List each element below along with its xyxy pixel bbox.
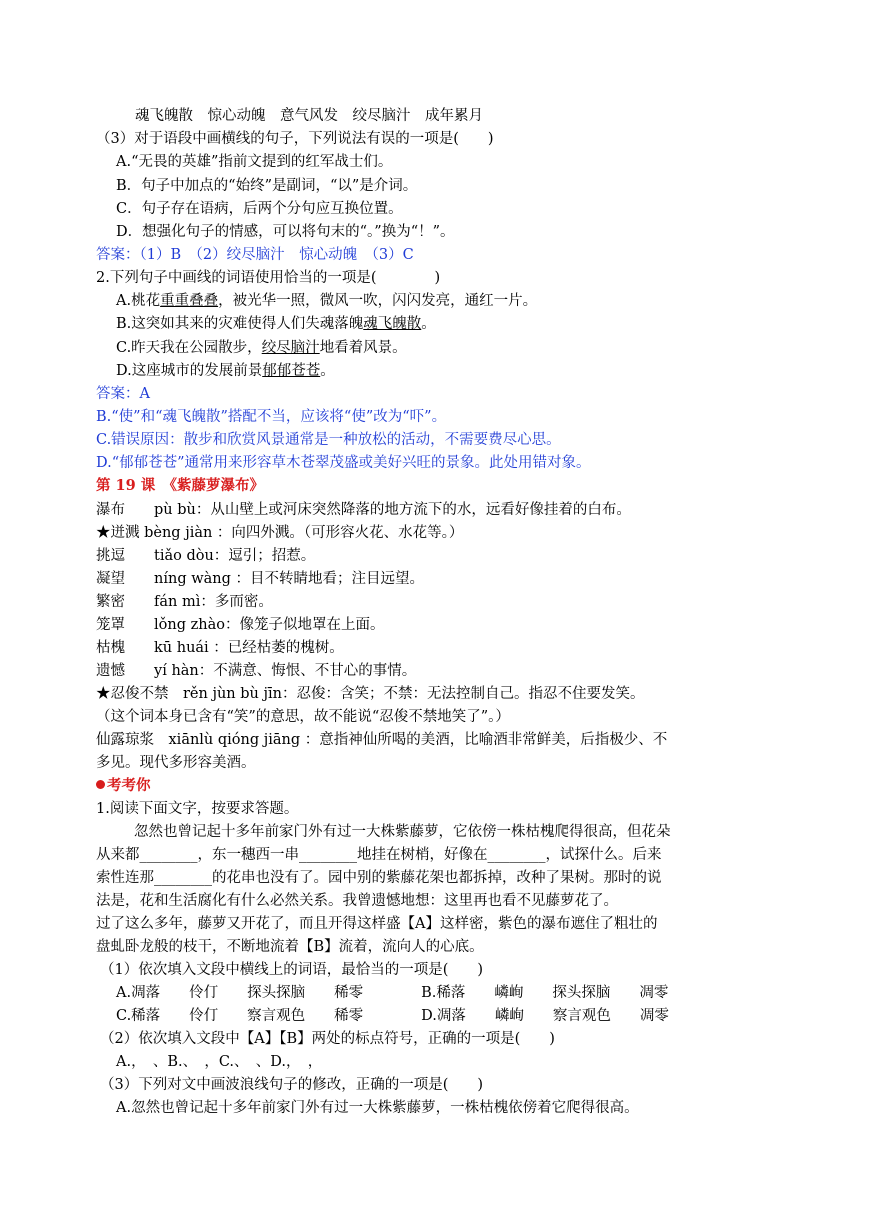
q2-d-suffix: 。	[320, 363, 335, 379]
vocab-tiaodou: 挑逗 tiǎo dòu：逗引；招惹。	[96, 548, 316, 564]
q2-b-underlined: 魂飞魄散	[363, 316, 422, 332]
option-b: B．句子中加点的“始终”是副词，“以”是介词。	[116, 178, 418, 194]
vocab-xianluqiongjiang: 仙露琼浆 xiānlù qióng jiāng ：意指神仙所喝的美酒，比喻酒非常鲜美，后指极少、不	[96, 732, 668, 748]
quiz-q2-options: A.， 、B.、 ，C.、 、D.， ，	[116, 1054, 323, 1070]
vocab-fanmi: 繁密 fán mì：多而密。	[96, 594, 273, 610]
quiz-heading	[96, 776, 151, 796]
q2-b-suffix: 。	[421, 316, 436, 332]
q2-option-a	[116, 291, 537, 311]
vocab-renjunbujin-note: （这个词本身已含有“笑”的意思，故不能说“忍俊不禁地笑了”。）	[96, 709, 510, 725]
passage-line-5: 过了这么多年，藤萝又开花了，而且开得这样盛【A】这样密，紫色的瀑布遮住了粗壮的	[96, 916, 658, 932]
q2-option-b	[116, 314, 436, 334]
lesson-19-heading: 第 19 课 《紫藤萝瀑布》	[96, 477, 265, 494]
vocab-xianluqiongjiang-cont: 多见。现代多形容美酒。	[96, 755, 256, 771]
q2-option-c	[116, 338, 407, 358]
quiz-q3-stem: （3）下列对文中画波浪线句子的修改，正确的一项是( )	[100, 1077, 484, 1093]
quiz-q1-options-ab: A.凋落 伶仃 探头探脑 稀零 B.稀落 嶙峋 探头探脑 凋零	[116, 985, 669, 1001]
quiz-heading-text: 考考你	[107, 777, 151, 794]
quiz-q1-stem: （1）依次填入文段中横线上的词语，最恰当的一项是( )	[100, 962, 484, 978]
answer-line-1: 答案：（1）B （2）绞尽脑汁 惊心动魄 （3）C	[96, 247, 414, 263]
red-circle-bullet-icon	[96, 780, 105, 789]
q2-c-prefix: C.昨天我在公园散步，	[116, 340, 262, 356]
q2-option-d	[116, 361, 335, 381]
vocab-longzhao: 笼罩 lǒng zhào：像笼子似地罩在上面。	[96, 617, 385, 633]
vocab-yihan: 遗憾 yí hàn：不满意、悔恨、不甘心的事情。	[96, 663, 417, 679]
answer-line-2: 答案：A	[96, 386, 150, 402]
passage-line-6: 盘虬卧龙般的枝干，不断地流着【B】流着，流向人的心底。	[96, 939, 484, 955]
passage-line-1: 忽然也曾记起十多年前家门外有过一大株紫藤萝，它依傍一株枯槐爬得很高，但花朵	[134, 824, 671, 840]
q2-c-suffix: 地看着风景。	[319, 340, 407, 356]
q2-d-prefix: D.这座城市的发展前景	[116, 363, 263, 379]
vocab-kuhuai: 枯槐 kū huái ：已经枯萎的槐树。	[96, 640, 344, 656]
vocab-bengjian: ★迸溅 bèng jiàn ：向四外溅。（可形容火花、水花等。）	[96, 525, 464, 541]
q2-b-prefix: B.这突如其来的灾难使得人们失魂落魄	[116, 316, 364, 332]
question-2-stem: 2.下列句子中画线的词语使用恰当的一项是( )	[96, 270, 441, 286]
vocab-renjunbujin: ★忍俊不禁 rěn jùn bù jīn：忍俊：含笑；不禁：无法控制自己。指忍不住要发笑。	[96, 686, 645, 702]
option-d: D．想强化句子的情感，可以将句末的“。”换为“！”。	[116, 224, 455, 240]
explanation-c: C.错误原因：散步和欣赏风景通常是一种放松的活动，不需要费尽心思。	[96, 432, 561, 448]
q2-a-prefix: A.桃花	[116, 293, 161, 309]
passage-line-2: 从来都________，东一穗西一串________地挂在树梢，好像在________，试探什么。后来	[96, 847, 662, 863]
passage-line-3: 索性连那________的花串也没有了。园中别的紫藤花架也都拆掉，改种了果树。那时的说	[96, 870, 662, 886]
q2-c-underlined: 绞尽脑汁	[261, 340, 320, 356]
question-3-stem: （3）对于语段中画横线的句子，下列说法有误的一项是( )	[96, 131, 494, 147]
explanation-d: D.“郁郁苍苍”通常用来形容草木苍翠茂盛或美好兴旺的景象。此处用错对象。	[96, 455, 591, 471]
option-c: C．句子存在语病，后两个分句应互换位置。	[116, 201, 403, 217]
q2-a-underlined: 重重叠叠	[160, 293, 219, 309]
quiz-q2-stem: （2）依次填入文段中【A】【B】两处的标点符号，正确的一项是( )	[100, 1031, 555, 1047]
idiom-options-line: 魂飞魄散 惊心动魄 意气风发 绞尽脑汁 成年累月	[135, 108, 483, 124]
q2-a-suffix: ，被光华一照，微风一吹，闪闪发亮，通红一片。	[218, 293, 538, 309]
quiz-q3-option-a: A.忽然也曾记起十多年前家门外有过一大株紫藤萝，一株枯槐依傍着它爬得很高。	[116, 1100, 639, 1116]
explanation-b: B.“使”和“魂飞魄散”搭配不当，应该将“使”改为“吓”。	[96, 409, 447, 425]
q2-d-underlined: 郁郁苍苍	[262, 363, 321, 379]
quiz-q1-options-cd: C.稀落 伶仃 察言观色 稀零 D.凋落 嶙峋 察言观色 凋零	[116, 1008, 669, 1024]
vocab-ningwang: 凝望 níng wàng ：目不转睛地看；注目远望。	[96, 571, 424, 587]
passage-line-4: 法是，花和生活腐化有什么必然关系。我曾遗憾地想：这里再也看不见藤萝花了。	[96, 893, 618, 909]
option-a: A.“无畏的英雄”指前文提到的红军战士们。	[116, 154, 393, 170]
vocab-pubu: 瀑布 pù bù：从山壁上或河床突然降落的地方流下的水，远看好像挂着的白布。	[96, 502, 631, 518]
quiz-1-stem: 1.阅读下面文字，按要求答题。	[96, 801, 299, 817]
